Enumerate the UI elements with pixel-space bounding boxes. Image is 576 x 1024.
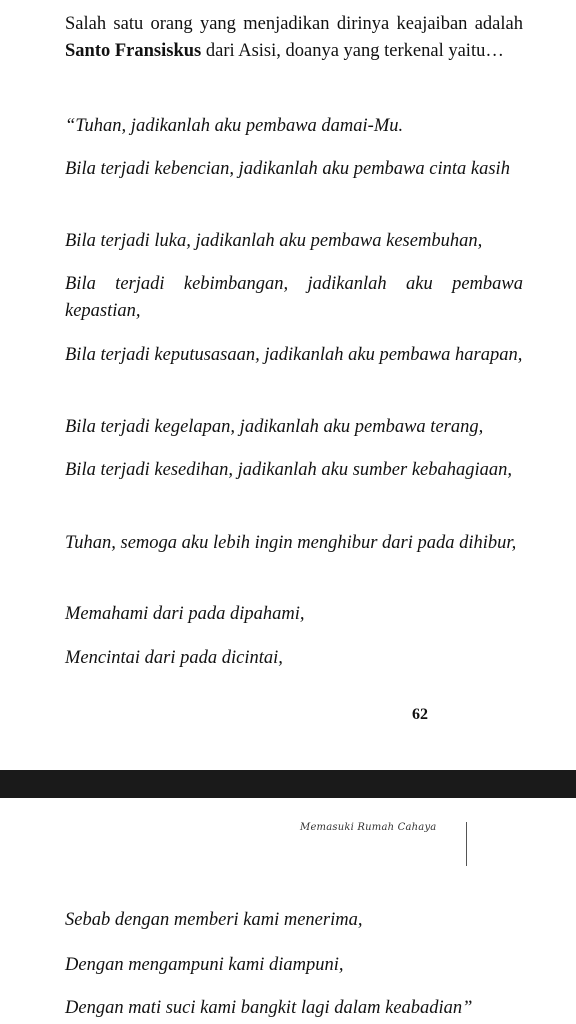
saint-name: Santo Fransiskus (65, 41, 202, 61)
page-number: 62 (412, 706, 428, 723)
intro-paragraph (65, 11, 523, 65)
prayer-line: Bila terjadi keputusasaan, jadikanlah aku pembawa harapan, (65, 345, 523, 365)
prayer-line: Dengan mengampuni kami diampuni, (65, 955, 344, 975)
prayer-line: Memahami dari pada dipahami, (65, 604, 305, 624)
running-header: Memasuki Rumah Cahaya (300, 822, 437, 833)
prayer-line: Mencintai dari pada dicintai, (65, 648, 283, 668)
prayer-line: Tuhan, semoga aku lebih ingin menghibur dari pada dihibur, (65, 533, 517, 553)
prayer-line: Bila terjadi kesedihan, jadikanlah aku sumber kebahagiaan, (65, 460, 513, 480)
intro-text-1: Salah satu orang yang menjadikan dirinya keajaiban adalah (65, 14, 523, 34)
prayer-line: Dengan mati suci kami bangkit lagi dalam keabadian” (65, 998, 473, 1018)
prayer-line: Bila terjadi luka, jadikanlah aku pembawa kesembuhan, (65, 231, 483, 251)
prayer-line: “Tuhan, jadikanlah aku pembawa damai-Mu. (65, 116, 404, 136)
prayer-line: Bila terjadi kebencian, jadikanlah aku pembawa cinta kasih (65, 159, 510, 179)
intro-text-2: dari Asisi, doanya yang terkenal yaitu… (201, 41, 504, 61)
page-separator (0, 770, 576, 798)
header-divider (466, 822, 467, 866)
prayer-line: Sebab dengan memberi kami menerima, (65, 910, 363, 930)
prayer-line: Bila terjadi kebimbangan, jadikanlah aku pembawa kepastian, (65, 274, 523, 321)
prayer-line: Bila terjadi kegelapan, jadikanlah aku pembawa terang, (65, 417, 484, 437)
